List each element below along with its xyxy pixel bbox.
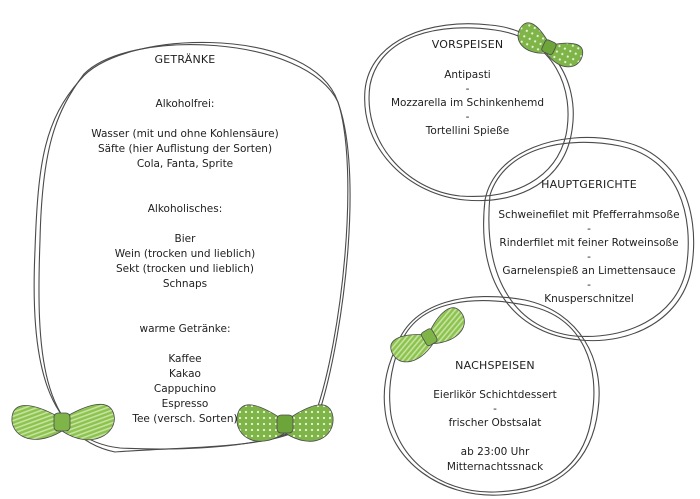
warm-heading: warme Getränke: bbox=[139, 323, 231, 335]
list-item: Garnelenspieß an Limettensauce bbox=[502, 265, 676, 277]
list-item: Schweinefilet mit Pfefferrahmsoße bbox=[498, 209, 680, 221]
separator: - bbox=[493, 403, 497, 415]
starters-title: VORSPEISEN bbox=[431, 38, 504, 51]
list-item: Eierlikör Schichtdessert bbox=[433, 389, 557, 401]
mains-title: HAUPTGERICHTE bbox=[541, 178, 637, 191]
list-item: Säfte (hier Auflistung der Sorten) bbox=[97, 143, 273, 155]
mains-menu bbox=[492, 177, 686, 307]
list-item: Sekt (trocken und lieblich) bbox=[116, 263, 254, 275]
list-item: Antipasti bbox=[444, 69, 491, 81]
drinks-menu bbox=[60, 52, 310, 427]
list-item: Tortellini Spieße bbox=[425, 125, 510, 137]
separator: - bbox=[587, 223, 591, 235]
list-item: Kaffee bbox=[168, 353, 202, 365]
list-item: Tee (versch. Sorten) bbox=[132, 413, 238, 425]
list-item: Cola, Fanta, Sprite bbox=[136, 158, 234, 170]
list-item: Wein (trocken und lieblich) bbox=[114, 248, 256, 260]
starters-menu bbox=[375, 37, 560, 139]
list-item: Kakao bbox=[169, 368, 201, 380]
midnight-time: ab 23:00 Uhr bbox=[460, 446, 530, 458]
separator: - bbox=[465, 83, 470, 95]
separator: - bbox=[465, 111, 470, 123]
list-item: Espresso bbox=[161, 398, 209, 410]
desserts-title: NACHSPEISEN bbox=[455, 359, 535, 372]
midnight-label: Mitternachtssnack bbox=[446, 461, 544, 473]
desserts-menu bbox=[405, 358, 585, 475]
list-item: Schnaps bbox=[162, 278, 208, 290]
nonalcoholic-heading: Alkoholfrei: bbox=[155, 98, 215, 110]
drinks-title: GETRÄNKE bbox=[154, 53, 216, 66]
list-item: Wasser (mit und ohne Kohlensäure) bbox=[91, 128, 279, 140]
separator: - bbox=[587, 251, 591, 263]
separator: - bbox=[587, 279, 591, 291]
list-item: Mozzarella im Schinkenhemd bbox=[390, 97, 545, 109]
alcoholic-heading: Alkoholisches: bbox=[147, 203, 223, 215]
list-item: Rinderfilet mit feiner Rotweinsoße bbox=[499, 237, 679, 249]
list-item: Bier bbox=[174, 233, 196, 245]
list-item: Knusperschnitzel bbox=[544, 293, 634, 305]
list-item: Cappuchino bbox=[153, 383, 217, 395]
list-item: frischer Obstsalat bbox=[448, 417, 542, 429]
